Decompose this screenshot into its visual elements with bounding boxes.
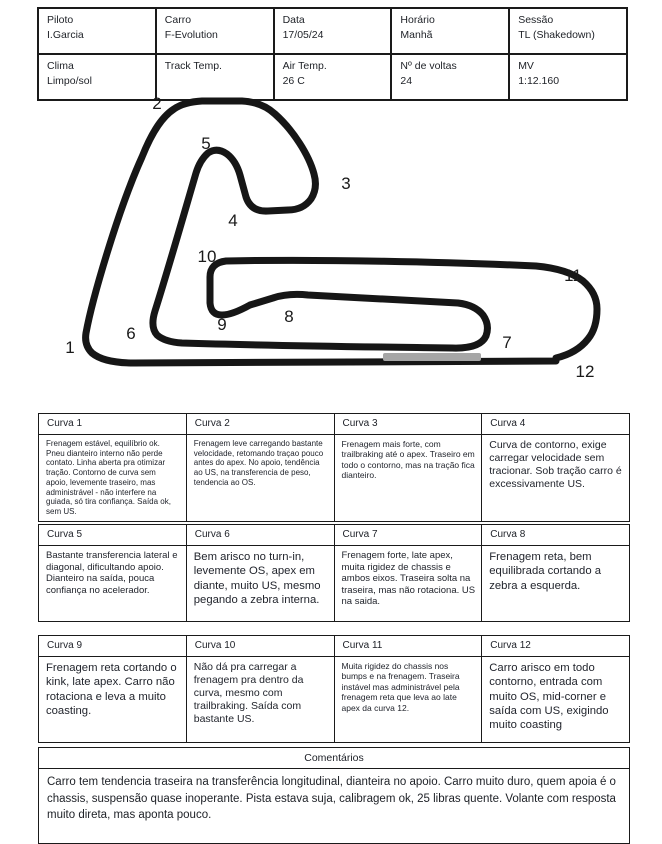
curva-6-notes: Bem arisco no turn-in, levemente OS, apex em diante, muito US, mesmo pegando a zebra interna.: [186, 546, 334, 622]
field-label: Nº de voltas: [400, 60, 457, 72]
curva-5-title: Curva 5: [39, 525, 187, 546]
corner-label-4: 4: [228, 211, 238, 230]
corner-label-3: 3: [341, 174, 351, 193]
curva-7-title: Curva 7: [334, 525, 482, 546]
field-label: MV: [518, 60, 534, 72]
comments-table: [38, 747, 630, 844]
field-value: Limpo/sol: [47, 75, 92, 87]
info-cell-data: [274, 8, 392, 54]
curva-10-title: Curva 10: [186, 636, 334, 657]
comments-body-row: [39, 769, 630, 844]
field-label: Horário: [400, 14, 435, 26]
corner-label-1: 1: [65, 338, 75, 357]
curva-notes-row: [39, 435, 630, 522]
curva-9-title: Curva 9: [39, 636, 187, 657]
field-value: 1:12.160: [518, 75, 560, 87]
corner-label-12: 12: [575, 362, 595, 381]
info-row-1: [38, 8, 627, 54]
corner-label-2: 2: [152, 94, 162, 113]
corner-label-5: 5: [201, 134, 211, 153]
curva-6-title: Curva 6: [186, 525, 334, 546]
curva-12-title: Curva 12: [482, 636, 630, 657]
info-cell-piloto: [38, 8, 156, 54]
curva-7-notes: Frenagem forte, late apex, muita rigidez de chassis e ambos eixos. Traseira solta na traseira, mas não rotaciona. US na saida.: [334, 546, 482, 622]
field-value: Manhã: [400, 29, 433, 41]
curva-2-notes: Frenagem leve carregando bastante velocidade, retomando traçao pouco antes do apex. No apoio, tendência ao US, na transferencia de peso, tendencia ao OS.: [186, 435, 334, 522]
field-value: 24: [400, 75, 413, 87]
corner-label-6: 6: [126, 324, 136, 343]
field-label: Piloto: [47, 14, 74, 26]
field-label: Air Temp.: [282, 60, 327, 72]
curva-11-title: Curva 11: [334, 636, 482, 657]
curva-notes-row: [39, 657, 630, 743]
corner-label-7: 7: [502, 333, 512, 352]
field-value: 26 C: [282, 75, 305, 87]
curva-11-notes: Muita rigidez do chassis nos bumps e na frenagem. Traseira instável mas administrável pela frenagem reta que leva ao late apex da curva 12.: [334, 657, 482, 743]
comments-title: Comentários: [39, 748, 630, 769]
field-value: I.Garcia: [47, 29, 84, 41]
curva-8-notes: Frenagem reta, bem equilibrada cortando a zebra a esquerda.: [482, 546, 630, 622]
corner-label-9: 9: [217, 315, 227, 334]
corner-label-11: 11: [564, 266, 582, 285]
field-label: Carro: [164, 14, 192, 26]
curva-4-notes: Curva de contorno, exige carregar velocidade sem tracionar. Sob tração carro é excessivamente US.: [482, 435, 630, 522]
curva-header-row: [39, 525, 630, 546]
curva-10-notes: Não dá pra carregar a frenagem pra dentro da curva, mesmo com trailbraking. Saída com bastante US.: [186, 657, 334, 743]
curva-9-notes: Frenagem reta cortando o kink, late apex. Carro não rotaciona e leva a muito coasting.: [39, 657, 187, 743]
curva-1-title: Curva 1: [39, 414, 187, 435]
field-value: F-Evolution: [164, 29, 218, 41]
info-cell-sessao: [509, 8, 627, 54]
curva-table-1-4: [38, 413, 630, 522]
field-label: Data: [282, 14, 305, 26]
track-map: [0, 85, 662, 405]
track-outline: [86, 101, 597, 363]
curva-3-notes: Frenagem mais forte, com trailbraking até o apex. Traseiro em todo o contorno, mas na tração fica dianteiro.: [334, 435, 482, 522]
curva-4-title: Curva 4: [482, 414, 630, 435]
field-value: TL (Shakedown): [518, 29, 595, 41]
pit-lane-strip: [383, 353, 481, 361]
field-label: Sessão: [518, 14, 554, 26]
curva-8-title: Curva 8: [482, 525, 630, 546]
curva-2-title: Curva 2: [186, 414, 334, 435]
curva-table-9-12: [38, 635, 630, 743]
field-label: Clima: [47, 60, 74, 72]
comments-header-row: [39, 748, 630, 769]
corner-label-10: 10: [197, 247, 217, 266]
curva-table-5-8: [38, 524, 630, 622]
curva-header-row: [39, 636, 630, 657]
curva-12-notes: Carro arisco em todo contorno, entrada com muito OS, mid-corner e saída com US, exigindo muito coasting: [482, 657, 630, 743]
field-label: Track Temp.: [164, 60, 222, 72]
info-cell-horario: [391, 8, 509, 54]
info-cell-carro: [156, 8, 274, 54]
curva-5-notes: Bastante transferencia lateral e diagonal, dificultando apoio. Dianteiro na saída, pouca confiança no acelerador.: [39, 546, 187, 622]
curva-3-title: Curva 3: [334, 414, 482, 435]
curva-header-row: [39, 414, 630, 435]
field-value: 17/05/24: [282, 29, 324, 41]
curva-notes-row: [39, 546, 630, 622]
comments-text: Carro tem tendencia traseira na transferência longitudinal, dianteira no apoio. Carro muito duro, quem apoia é o chassis, suspensão quase inoperante. Pista estava suja, calibragem ok, 25 libras quente. Volante com resposta muito direta, mas aponta pouco.: [39, 769, 630, 844]
corner-label-8: 8: [284, 307, 294, 326]
curva-1-notes: Frenagem estável, equilíbrio ok. Pneu dianteiro interno não perde contato. Linha aberta pra otimizar tração. Contorno de curva sem apoio, levemente traseiro, mas administrável - não interfere na guiada, só tira confiança. Saída ok, sem US.: [39, 435, 187, 522]
